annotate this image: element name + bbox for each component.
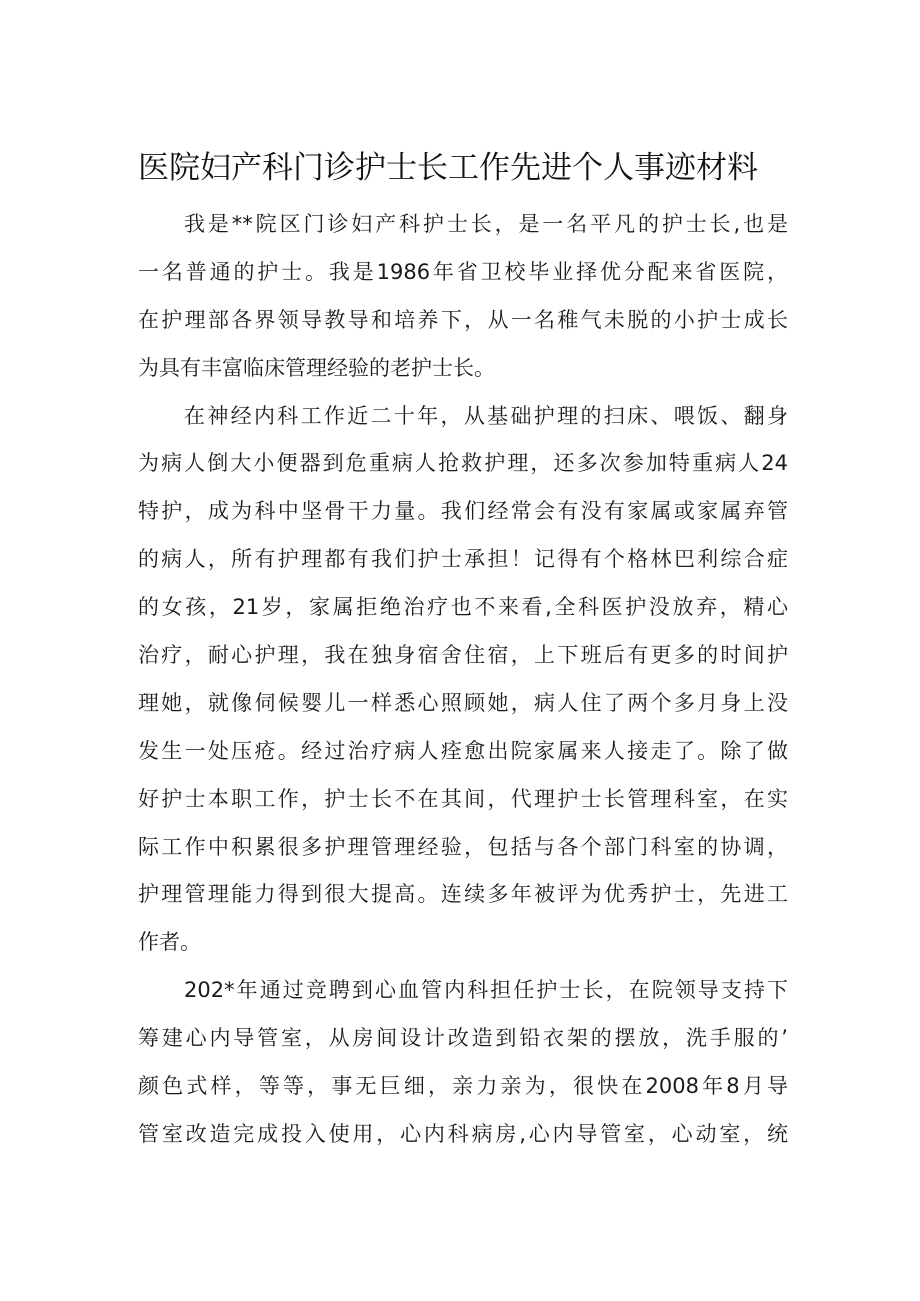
paragraph-3-line-4: 管室改造完成投入使用，心内科病房,心内导管室，心动室，统: [138, 1121, 788, 1146]
document-title: 医院妇产科门诊护士长工作先进个人事迹材料: [138, 150, 758, 186]
paragraph-2-line-5: 的女孩，21岁，家属拒绝治疗也不来看,全科医护没放弃，精心: [138, 595, 788, 620]
paragraph-2-line-12: 作者。: [138, 930, 201, 955]
paragraph-1-line-1: 我是**院区门诊妇产科护士长，是一名平凡的护士长,也是: [184, 212, 788, 236]
paragraph-2-line-10: 际工作中积累很多护理管理经验，包括与各个部门科室的协调，: [138, 834, 788, 859]
paragraph-2-line-2: 为病人倒大小便器到危重病人抢救护理，还多次参加特重病人24: [138, 451, 788, 476]
paragraph-3-line-2: 筹建心内导管室，从房间设计改造到铅衣架的摆放，洗手服的’: [138, 1026, 788, 1051]
paragraph-2-line-6: 治疗，耐心护理，我在独身宿舍住宿，上下班后有更多的时间护: [138, 643, 788, 668]
paragraph-2-line-8: 发生一处压疮。经过治疗病人痊愈出院家属来人接走了。除了做: [138, 738, 788, 763]
paragraph-1-line-4: 为具有丰富临床管理经验的老护士长。: [138, 355, 495, 380]
paragraph-3-line-3: 颜色式样，等等，事无巨细，亲力亲为，很快在2008年8月导: [138, 1074, 788, 1099]
paragraph-2-line-3: 特护，成为科中坚骨干力量。我们经常会有没有家属或家属弃管: [138, 499, 788, 524]
paragraph-3-line-1: 202*年通过竞聘到心血管内科担任护士长，在院领导支持下: [184, 978, 788, 1003]
paragraph-2-line-7: 理她，就像伺候婴儿一样悉心照顾她，病人住了两个多月身上没: [138, 690, 788, 715]
paragraph-2-line-1: 在神经内科工作近二十年，从基础护理的扫床、喂饭、翻身: [184, 403, 788, 428]
paragraph-2-line-9: 好护士本职工作，护士长不在其间，代理护士长管理科室，在实: [138, 786, 788, 811]
paragraph-2-line-11: 护理管理能力得到很大提高。连续多年被评为优秀护士，先进工: [138, 882, 788, 907]
paragraph-1-line-2: 一名普通的护士。我是1986年省卫校毕业择优分配来省医院，: [138, 259, 788, 284]
paragraph-2-line-4: 的病人，所有护理都有我们护士承担！记得有个格林巴利综合症: [138, 547, 788, 572]
document-body: [138, 201, 788, 1159]
paragraph-1-line-3: 在护理部各界领导教导和培养下，从一名稚气未脱的小护士成长: [138, 307, 788, 332]
